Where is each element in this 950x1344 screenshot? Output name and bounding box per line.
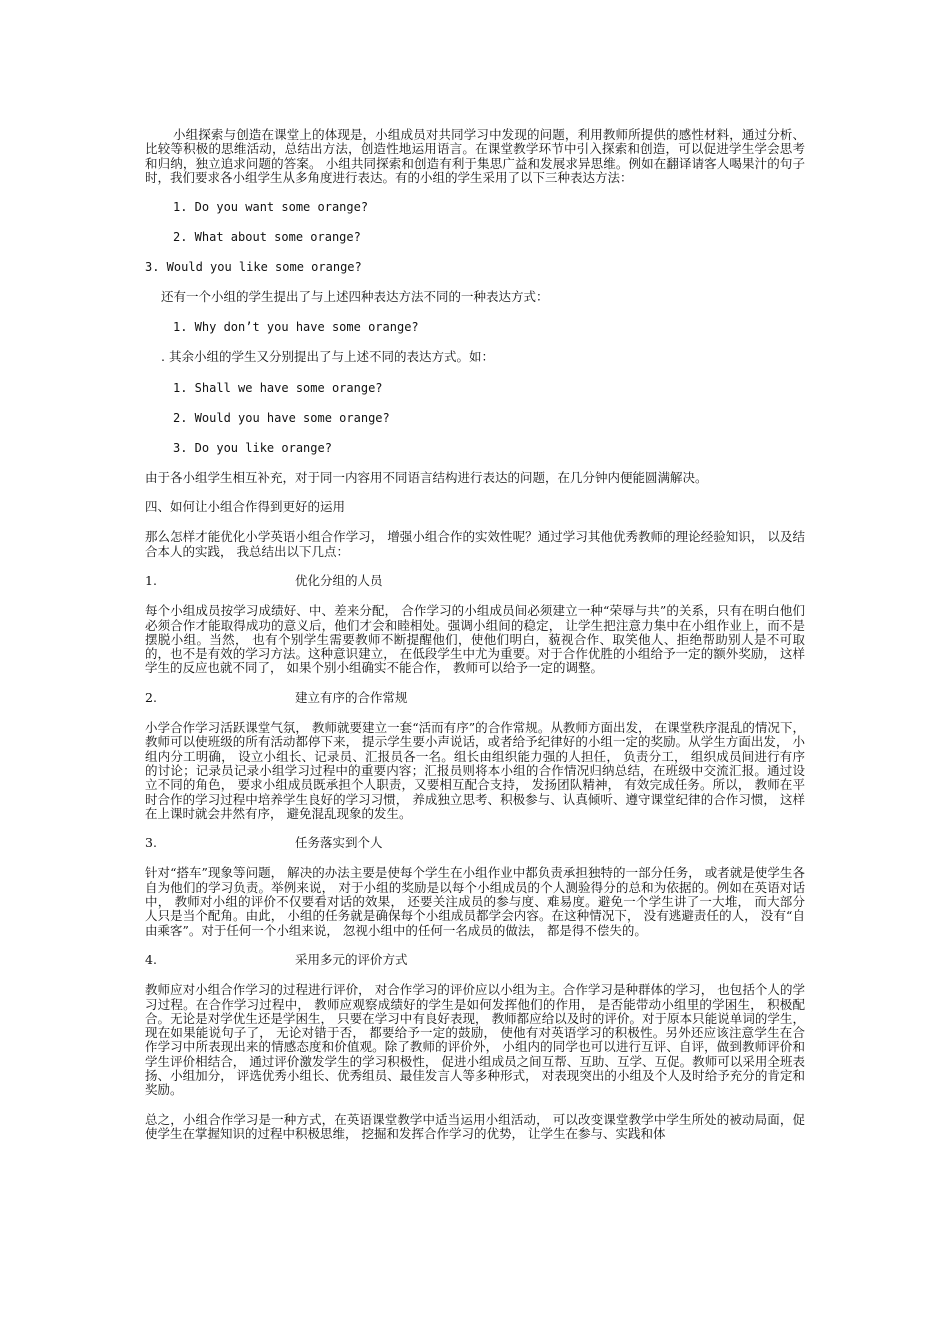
- point-title: 采用多元的评价方式: [295, 951, 408, 967]
- list-item: 1. Do you want some orange?: [173, 200, 369, 215]
- section-heading: 四、如何让小组合作得到更好的运用: [145, 499, 346, 515]
- point-heading: [145, 836, 805, 850]
- point-heading: [145, 953, 805, 967]
- list-item: 3. Would you like some orange?: [145, 260, 362, 275]
- point-title: 任务落实到个人: [295, 835, 383, 851]
- point-number: 3.: [145, 835, 157, 851]
- point-body: 每个小组成员按学习成绩好、中、差来分配， 合作学习的小组成员间必须建立一种“荣辱与共”的关系，只有在明白他们必须合作才能取得成功的意义后，他们才会和睦相处。强调小组间的稳定， 让学生把注意力集中在小组作业上，而不是摆脱小组。当然， 也有个别学生需要教师不断提醒他们，使他们明白，藐视合作、取笑他人、拒绝帮助别人是不可取的，也不是有效的学习方法。这种意识建立， 在低段学生中尤为重要。对于合作优胜的小组给予一定的额外奖励， 这样学生的反应也就不同了， 如果个别小组确实不能合作， 教师可以给予一定的调整。: [145, 603, 805, 676]
- list-item: 3. Do you like orange?: [173, 440, 332, 455]
- intro-paragraph: 小组探索与创造在课堂上的体现是，小组成员对共同学习中发现的问题，利用教师所提供的感性材料，通过分析、比较等积极的思维活动，总结出方法，创造性地运用语言。在课堂教学环节中引入探索和创造，可以促进学生学会思考和归纳，独立追求问题的答案。 小组共同探索和创造有利于集思广益和发展求异思维。例如在翻译请客人喝果汁的句子时，我们要求各小组学生从多角度进行表达。有的小组的学生采用了以下三种表达方法：: [145, 127, 805, 185]
- point-body: 针对“搭车”现象等问题， 解决的办法主要是使每个学生在小组作业中都负责承担独特的一部分任务， 或者就是使学生各自为他们的学习负责。举例来说， 对于小组的奖励是以每个小组成员的个人测验得分的总和为依据的。例如在英语对话中， 教师对小组的评价不仅要看对话的效果， 还要关注成员的参与度、难易度。避免一个学生讲了一大堆， 而大部分人只是当个配角。由此， 小组的任务就是确保每个小组成员都学会内容。在这种情况下， 没有逃避责任的人， 没有“自由乘客”。对于任何一个小组来说， 忽视小组中的任何一名成员的做法， 都是得不偿失的。: [145, 865, 805, 938]
- other-groups-line: . 其余小组的学生又分别提出了与上述不同的表达方式。如：: [161, 349, 494, 365]
- another-group-line: 还有一个小组的学生提出了与上述四种表达方法不同的一种表达方式：: [161, 289, 549, 305]
- point-body: 教师应对小组合作学习的过程进行评价， 对合作学习的评价应以小组为主。合作学习是种群体的学习， 也包括个人的学习过程。在合作学习过程中， 教师应观察成绩好的学生是如何发挥他们的作用， 是否能带动小组里的学困生， 积极配合。无论是对学优生还是学困生， 只要在学习中有良好表现， 教师都应给以及时的评价。对于原本只能说单词的学生， 现在如果能说句子了， 无论对错于否， 都要给予一定的鼓励， 使他有对英语学习的积极性。另外还应该注意学生在合作学习中所表现出来的情感态度和价值观。除了教师的评价外， 小组内的同学也可以进行互评、自评，做到教师评价和学生评价相结合， 通过评价激发学生的学习积极性， 促进小组成员之间互帮、互助、互学、互促。教师可以采用全班表扬、小组加分， 评选优秀小组长、优秀组员、最佳发言人等多种形式， 对表现突出的小组及个人及时给予充分的肯定和奖励。: [145, 982, 805, 1098]
- point-heading: [145, 691, 805, 705]
- point-number: 4.: [145, 951, 157, 967]
- list-item: 1. Why don’t you have some orange?: [173, 320, 419, 335]
- summary-paragraph: 总之，小组合作学习是一种方式，在英语课堂教学中适当运用小组活动， 可以改变课堂教学中学生所处的被动局面，促使学生在掌握知识的过程中积极思维， 挖掘和发挥合作学习的优势， 让学生在参与、实践和体: [145, 1111, 805, 1141]
- intro-conclusion: 由于各小组学生相互补充，对于同一内容用不同语言结构进行表达的问题，在几分钟内便能圆满解决。: [145, 469, 708, 485]
- list-item: 2. What about some orange?: [173, 230, 361, 245]
- document-page: [145, 128, 805, 1141]
- point-title: 建立有序的合作常规: [295, 689, 408, 705]
- point-body: 小学合作学习活跃课堂气氛， 教师就要建立一套“活而有序”的合作常规。从教师方面出发， 在课堂秩序混乱的情况下，教师可以使班级的所有活动都停下来， 提示学生要小声说话，或者给予纪律好的小组一定的奖励。从学生方面出发， 小组内分工明确， 设立小组长、记录员、汇报员各一名。组长由组织能力强的人担任， 负责分工， 组织成员间进行有序的讨论；记录员记录小组学习过程中的重要内容；汇报员则将本小组的合作情况归纳总结，在班级中交流汇报。通过设立不同的角色， 要求小组成员既承担个人职责，又要相互配合支持， 发扬团队精神， 有效完成任务。所以， 教师在平时合作的学习过程中培养学生良好的学习习惯， 养成独立思考、积极参与、认真倾听、遵守课堂纪律的合作习惯， 这样在上课时就会井然有序， 避免混乱现象的发生。: [145, 720, 805, 821]
- list-item: 2. Would you have some orange?: [173, 410, 390, 425]
- section-lead: 那么怎样才能优化小学英语小组合作学习， 增强小组合作的实效性呢？通过学习其他优秀教师的理论经验知识， 以及结合本人的实践， 我总结出以下几点：: [145, 529, 805, 559]
- list-item: 1. Shall we have some orange?: [173, 380, 383, 395]
- point-heading: [145, 574, 805, 588]
- point-number: 1.: [145, 572, 157, 588]
- point-title: 优化分组的人员: [295, 572, 383, 588]
- point-number: 2.: [145, 689, 157, 705]
